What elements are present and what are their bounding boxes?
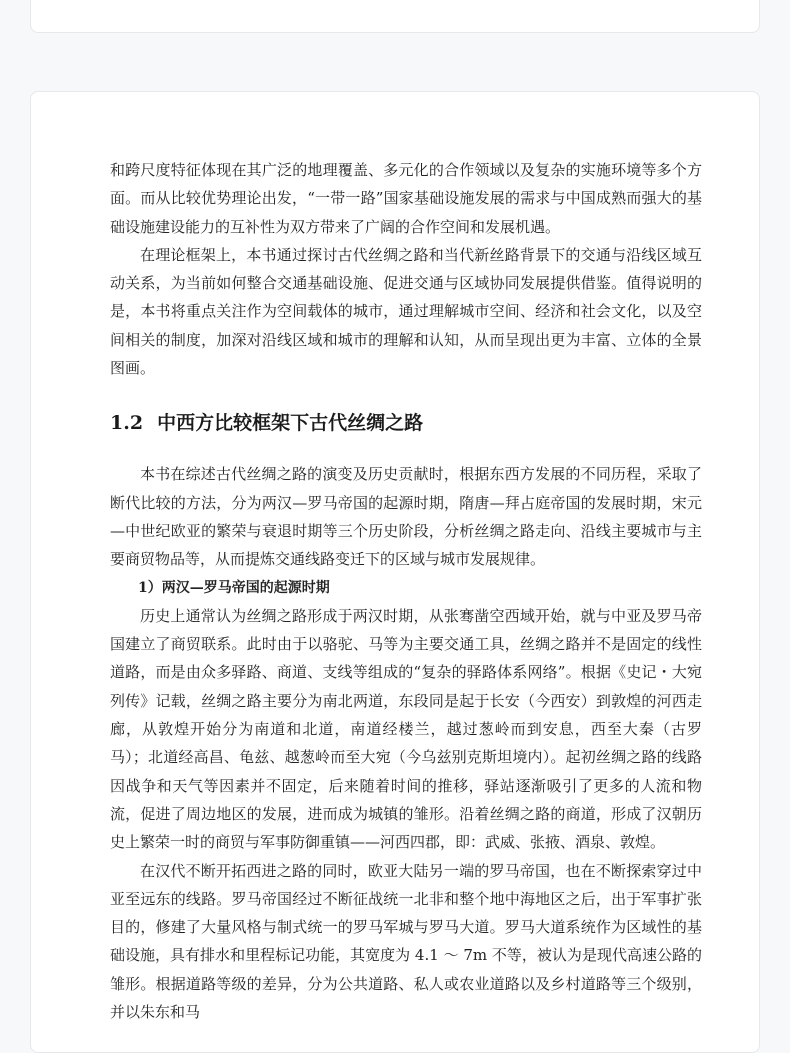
section-title: 中西方比较框架下古代丝绸之路 <box>157 412 424 435</box>
page-card <box>30 91 760 1053</box>
paragraph: 在汉代不断开拓西进之路的同时，欧亚大陆另一端的罗马帝国，也在不断探索穿过中亚至远东的线路。罗马帝国经过不断征战统一北非和整个地中海地区之后，出于军事扩张目的，修建了大量风格与制式统一的罗马军城与罗马大道。罗马大道系统作为区域性的基础设施，具有排水和里程标记功能，其宽度为 4.1 ～ 7m 不等，被认为是现代高速公路的雏形。根据道路等级的差异，分为公共道路、私人或农业道路以及乡村道路等三个级别，并以朱东和马 <box>110 861 702 1022</box>
page-content <box>110 156 702 1026</box>
paragraph: 在理论框架上，本书通过探讨古代丝绸之路和当代新丝路背景下的交通与沿线区域互动关系，为当前如何整合交通基础设施、促进交通与区域协同发展提供借鉴。值得说明的是，本书将重点关注作为空间载体的城市，通过理解城市空间、经济和社会文化，以及空间相关的制度，加深对沿线区域和城市的理解和认知，从而呈现出更为丰富、立体的全景图画。 <box>110 245 702 378</box>
subsection-heading: 1）两汉—罗马帝国的起源时期 <box>138 579 330 596</box>
section-heading <box>110 408 702 438</box>
section-number: 1.2 <box>110 412 144 435</box>
paragraph: 历史上通常认为丝绸之路形成于两汉时期，从张骞凿空西域开始，就与中亚及罗马帝国建立了商贸联系。此时由于以骆驼、马等为主要交通工具，丝绸之路并不是固定的线性道路，而是由众多驿路、商道、支线等组成的“复杂的驿路体系网络”。根据《史记・大宛列传》记载，丝绸之路主要分为南北两道，东段同是起于长安（今西安）到敦煌的河西走廊，从敦煌开始分为南道和北道，南道经楼兰，越过葱岭而到安息，西至大秦（古罗马）；北道经高昌、龟兹、越葱岭而至大宛（今乌兹别克斯坦境内）。起初丝绸之路的线路因战争和天气等因素并不固定，后来随着时间的推移，驿站逐渐吸引了更多的人流和物流，促进了周边地区的发展，进而成为城镇的雏形。沿着丝绸之路的商道，形成了汉朝历史上繁荣一时的商贸与军事防御重镇——河西四郡，即：武威、张掖、酒泉、敦煌。 <box>110 606 702 852</box>
paragraph: 本书在综述古代丝绸之路的演变及历史贡献时，根据东西方发展的不同历程，采取了断代比较的方法，分为两汉—罗马帝国的起源时期，隋唐—拜占庭帝国的发展时期，宋元—中世纪欧亚的繁荣与衰退时期等三个历史阶段，分析丝绸之路走向、沿线主要城市与主要商贸物品等，从而提炼交通线路变迁下的区域与城市发展规律。 <box>110 465 702 569</box>
paragraph: 和跨尺度特征体现在其广泛的地理覆盖、多元化的合作领域以及复杂的实施环境等多个方面。而从比较优势理论出发，“一带一路”国家基础设施发展的需求与中国成熟而强大的基础设施建设能力的互补性为双方带来了广阔的合作空间和发展机遇。 <box>110 161 702 236</box>
previous-page-card <box>30 0 760 33</box>
